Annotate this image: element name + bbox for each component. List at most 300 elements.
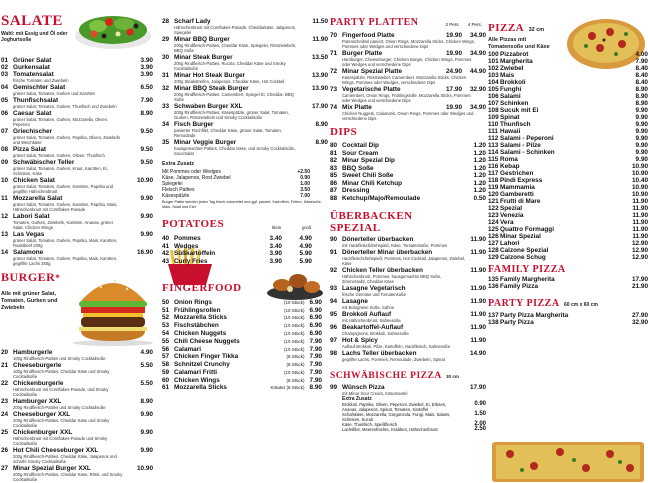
item-price: 10.90	[137, 465, 153, 472]
menu-item	[162, 322, 322, 329]
item-name: Sucuk mit Ei	[500, 107, 539, 115]
menu-item-row	[1, 213, 153, 220]
item-name: Chicken Wings	[174, 376, 220, 384]
item-name: Gurkensalat	[13, 64, 50, 71]
menu-item-row	[330, 311, 486, 318]
item-number: 59	[162, 368, 170, 376]
item-name: Hamburger XXL	[13, 398, 62, 405]
item-name: Caesar Salat	[13, 110, 52, 117]
item-description: frische Gemüse und Tomatensoße	[342, 291, 406, 297]
menu-item	[488, 100, 648, 107]
item-name: Minar Spezial Platte	[342, 68, 403, 75]
menu-item-row	[488, 163, 648, 170]
item-name: Frühlingsrollen	[174, 306, 221, 314]
menu-item-row	[488, 114, 648, 121]
item-number: 58	[162, 361, 170, 369]
menu-item-row	[488, 86, 648, 93]
item-description: gegrillte Lachs, Pommes, Remoulade, Zwiebeln, Spinat	[342, 356, 445, 362]
item-price: 1.20	[473, 164, 486, 172]
item-quantity: (8 Stück)	[286, 377, 305, 383]
menu-item-row	[488, 254, 648, 261]
item-price: 13.90	[312, 85, 328, 92]
menu-item	[162, 338, 322, 345]
menu-item	[488, 254, 648, 261]
menu-item-row	[162, 18, 328, 25]
item-price: 7.90	[309, 353, 322, 361]
menu-item	[330, 86, 486, 103]
item-price: 10.90	[137, 177, 153, 184]
item-quantity: (8 Stück)	[286, 354, 305, 360]
menu-item	[488, 191, 648, 198]
partypizza-size: 60 cm x 60 cm	[564, 302, 598, 309]
item-price: 8.90	[309, 384, 322, 392]
menu-item-row	[1, 110, 153, 117]
item-quantity: (10 Stück)	[284, 307, 305, 313]
pizza-extra-price: 0.90	[474, 400, 486, 407]
item-price: 6.90	[309, 329, 322, 337]
menu-item	[488, 283, 648, 290]
item-price: 9.90	[140, 447, 153, 454]
item-number: 119	[488, 184, 499, 192]
item-price-2pers: 19.90	[446, 104, 462, 111]
item-price: 7.90	[309, 361, 322, 369]
burger-list	[1, 349, 153, 482]
item-number: 04	[1, 84, 9, 91]
menu-item	[330, 267, 486, 284]
item-price: 9.90	[635, 142, 648, 150]
item-quantity: (10 Stück)	[284, 330, 305, 336]
menu-item-row	[1, 195, 153, 202]
item-number: 14	[1, 249, 9, 256]
menu-item-row	[330, 32, 486, 39]
item-description: 200g Rindfleisch-Patties und Smoky Cocktailsoße	[13, 405, 106, 410]
item-number: 08	[1, 146, 9, 153]
item-price: 8.90	[140, 398, 153, 405]
item-number: 09	[1, 159, 9, 166]
item-name: Margherita	[500, 58, 533, 66]
item-name: Mozzarella Sticks	[174, 384, 227, 392]
item-quantity: (10 Stück)	[284, 369, 305, 375]
item-price: 6.50	[140, 84, 153, 91]
item-description: Hähnchenbrust mit Cornflakes-Panade und Smoky Cocktailsoße	[13, 436, 108, 446]
item-name: Griechischer	[13, 128, 53, 135]
item-name: Brokkoli	[500, 79, 526, 87]
menu-item-row	[330, 165, 486, 172]
item-price: 9.90	[635, 114, 648, 122]
item-name: Fisch Burger	[174, 121, 214, 128]
item-number: 111	[488, 128, 498, 136]
menu-item-row	[488, 142, 648, 149]
menu-item-row	[488, 107, 648, 114]
menu-item	[488, 247, 648, 254]
party-col-2pers: 2 Pers.	[445, 22, 460, 27]
menu-item	[488, 226, 648, 233]
item-name: Dönerteller Minar überbacken	[342, 248, 433, 256]
item-number: 121	[488, 198, 499, 206]
menu-item-row	[488, 135, 648, 142]
item-name: Party Pizza	[500, 319, 534, 327]
item-price: 11.90	[470, 310, 486, 318]
menu-item-row	[1, 159, 153, 166]
menu-item	[1, 159, 153, 176]
item-number: 26	[1, 447, 9, 454]
item-price: 6.90	[309, 298, 322, 306]
item-name: Ketchup/Majo/Remoulade	[342, 194, 421, 202]
item-price: 27.90	[632, 312, 648, 320]
item-price: 11.50	[312, 18, 328, 25]
item-name: Chicken Salat	[13, 177, 55, 184]
item-number: 70	[330, 32, 338, 39]
item-price: 9.90	[635, 121, 648, 129]
item-quantity: (8 Stück)	[286, 362, 305, 368]
item-description: grüner Salat, Tomaten, Gurken und Karotten	[13, 91, 96, 96]
menu-item-row	[162, 353, 322, 360]
item-price: 3.90	[140, 57, 153, 64]
menu-item-row	[488, 93, 648, 100]
menu-item	[488, 58, 648, 65]
item-price: 12.90	[632, 254, 648, 262]
burger-title-text: BURGER	[1, 270, 56, 284]
item-number: 94	[330, 297, 338, 305]
menu-item	[162, 243, 312, 250]
item-number: 72	[330, 68, 338, 75]
item-quantity: (10 Stück)	[284, 299, 305, 305]
item-name: Minar Spezial	[500, 233, 541, 241]
party-title: PARTY PLATTEN	[330, 17, 419, 28]
menu-item-row	[330, 249, 486, 256]
item-description: mit Hähnchenbrust, Sahnesoße	[342, 317, 401, 323]
pizza-extra-row	[342, 402, 486, 412]
item-price: 8.90	[315, 121, 328, 128]
menu-item	[1, 84, 153, 96]
item-number: 101	[488, 58, 499, 66]
menu-item-row	[1, 97, 153, 104]
item-quantity: (10 Stück)	[284, 338, 305, 344]
menu-item-row	[162, 103, 328, 110]
item-price: 10.40	[632, 177, 648, 185]
item-price: 14.90	[470, 349, 486, 357]
item-name: Wünsch Pizza	[342, 383, 385, 391]
item-name: Lasagne	[342, 297, 368, 305]
burger2-list	[162, 18, 328, 156]
menu-item	[162, 299, 322, 306]
item-number: 83	[330, 164, 338, 172]
menu-item-row	[1, 398, 153, 405]
item-name: Mix Platte	[342, 104, 372, 111]
item-name: Zwiebel	[500, 65, 524, 73]
item-name: Cheeseburgerle	[13, 362, 62, 369]
item-description: Tomaten, Gurken, Zwiebeln, Karotten, Ananas, grüner Salat, Chicken Wings	[13, 220, 114, 230]
item-number: 20	[1, 349, 9, 356]
item-price: 8.90	[635, 86, 648, 94]
menu-item	[488, 276, 648, 283]
menu-item-row	[162, 72, 328, 79]
menu-item-row	[330, 68, 486, 75]
item-description: 200g Rindfleisch-Patties, Cheddar Käse, Jalapenos und scharfe Smoky Cocktailsoße	[13, 454, 117, 464]
extras-price: 1.00	[300, 181, 310, 188]
item-price: 8.40	[635, 79, 648, 87]
menu-item-row	[488, 121, 648, 128]
item-number: 117	[488, 170, 499, 178]
menu-item-row	[330, 142, 486, 149]
item-price: 8.90	[635, 93, 648, 101]
schwaebische-size: 30 cm	[446, 373, 459, 379]
item-name: Quattro Formaggi	[500, 226, 554, 234]
pizza-extra-price: 2.50	[474, 425, 486, 432]
item-price: 9.50	[140, 128, 153, 135]
item-description: 200g Rindfleisch-Patties, Cheddar Käse und Smoky Cocktailsoße	[13, 418, 110, 428]
menu-item	[330, 337, 486, 349]
item-number: 128	[488, 247, 499, 255]
item-price: 8.40	[635, 72, 648, 80]
item-number: 85	[330, 172, 338, 179]
item-number: 138	[488, 319, 499, 327]
item-price: 6.90	[309, 314, 322, 322]
item-number: 98	[330, 349, 338, 357]
menu-item-row	[1, 362, 153, 369]
item-name: Calamari	[174, 345, 201, 353]
item-price-large: 4.90	[299, 235, 312, 243]
menu-item	[1, 411, 153, 428]
menu-item-row	[1, 429, 153, 436]
menu-item-row	[1, 411, 153, 418]
menu-item-row	[330, 285, 486, 292]
menu-item-row	[162, 258, 312, 265]
item-description: 200g Steakstreifen, Jalapenos, Cheddar Käse, Hot Cocktail	[174, 79, 285, 84]
item-number: 50	[162, 298, 170, 306]
item-description: grüner Salat, Tomaten, Gurken, Karotten, Paprika, Mais, Hähnchenbrust mit Cornflakes-Panade	[13, 202, 118, 212]
item-price-2pers: 17.90	[446, 86, 462, 93]
item-name: Dressing	[342, 187, 370, 194]
menu-item	[330, 249, 486, 266]
menu-item	[488, 121, 648, 128]
item-description: mit Minar Sour Cream, Käsemantel	[342, 390, 408, 396]
item-name: Gestrichen	[500, 170, 534, 178]
menu-item	[1, 249, 153, 266]
item-name: Minar Chili Ketchup	[342, 179, 403, 187]
potatoes-header	[162, 215, 328, 235]
menu-item-row	[488, 149, 648, 156]
item-price: 11.90	[470, 248, 486, 256]
item-price: 4.90	[140, 349, 153, 356]
menu-item-row	[488, 65, 648, 72]
item-number: 13	[1, 231, 9, 238]
menu-item	[162, 369, 322, 376]
menu-item-row	[330, 172, 486, 179]
item-name: BBQ Soße	[342, 164, 374, 172]
item-name: Salamone	[13, 249, 44, 256]
item-price: 10.90	[632, 191, 648, 199]
pizza-extra-price: 2.00	[474, 420, 486, 427]
item-number: 91	[330, 248, 338, 256]
item-number: 34	[162, 121, 170, 128]
schwaebische-title: SCHWÄBISCHE PIZZA	[330, 370, 442, 381]
menu-item-row	[162, 250, 312, 257]
item-name: Spezial	[500, 205, 523, 213]
item-description: Hamburger, Cheeseburger, Chicken Burger, Chicken Wings, Pommes oder Wedges und verschiedene Dips	[342, 57, 472, 67]
item-price: 1.20	[473, 149, 486, 157]
pizza-subtitle: Alle Pizzas mit Tomatensoße und Käse	[488, 37, 550, 50]
schwaebische-list	[330, 384, 486, 396]
menu-item	[488, 205, 648, 212]
potatoes-list	[162, 235, 312, 265]
item-number: 113	[488, 142, 499, 150]
item-name: Salami	[500, 93, 521, 101]
item-number: 74	[330, 104, 338, 111]
item-price: 5.50	[140, 362, 153, 369]
item-number: 03	[1, 71, 9, 78]
item-description: mit Hackfleischdrehspieß, Käse, Tomatensoße, Pommes	[342, 242, 448, 248]
menu-item-row	[488, 205, 648, 212]
menu-item-row	[488, 58, 648, 65]
item-number: 80	[330, 142, 338, 149]
item-number: 126	[488, 233, 499, 241]
item-price: 7.90	[140, 97, 153, 104]
item-price: 11.90	[470, 284, 486, 292]
item-price: 17.90	[312, 103, 328, 110]
menu-item-row	[330, 236, 486, 243]
menu-item	[330, 150, 486, 157]
menu-item-row	[162, 330, 322, 337]
dips-list	[330, 142, 486, 202]
partypizza-header	[488, 293, 648, 311]
menu-item-row	[1, 249, 153, 256]
item-price: 6.90	[309, 306, 322, 314]
item-price-large: 5.90	[299, 250, 312, 258]
fingerfood-image	[266, 267, 324, 301]
party-col-4pers: 4 Pers.	[467, 22, 482, 27]
menu-item	[488, 135, 648, 142]
item-number: 21	[1, 362, 9, 369]
item-name: Chicken Nuggets	[174, 329, 227, 337]
item-name: Thunfischsalat	[13, 97, 59, 104]
item-description: Hähnchenbrust, Pommes, hausgemachte BBQ Soße, Zimmersaltz, Cheddar Käse	[342, 273, 442, 284]
menu-item-row	[1, 128, 153, 135]
item-number: 10	[1, 177, 9, 184]
item-name: Mozzarella Sticks	[174, 314, 227, 322]
partypizza-title: PARTY PIZZA	[488, 298, 560, 310]
item-number: 122	[488, 205, 499, 213]
item-name: Hamburgerle	[13, 349, 53, 356]
item-name: Pizzabrot	[500, 51, 529, 59]
item-description: mit Bolognese Soße, Sahne	[342, 304, 395, 310]
menu-item-row	[162, 139, 328, 146]
item-number: 60	[162, 376, 170, 384]
menu-item-row	[1, 380, 153, 387]
menu-item	[488, 79, 648, 86]
menu-item	[488, 142, 648, 149]
menu-item	[1, 146, 153, 158]
menu-item	[162, 330, 322, 337]
item-number: 114	[488, 149, 499, 157]
menu-item	[488, 163, 648, 170]
pizza-size: 32 cm	[528, 27, 545, 33]
item-name: Chickenburger XXL	[13, 429, 73, 436]
menu-item	[162, 307, 322, 314]
item-name: Gemischter Salat	[13, 84, 66, 91]
fingerfood-header	[162, 273, 328, 299]
item-number: 33	[162, 103, 170, 110]
item-number: 27	[1, 465, 9, 472]
menu-item	[488, 107, 648, 114]
menu-item	[488, 149, 648, 156]
item-name: Mais	[500, 72, 515, 80]
item-description: 100g Rindfleisch-Patties und Smoky Cocktailsoße	[13, 356, 106, 361]
menu-item-row	[162, 314, 322, 321]
menu-item	[330, 68, 486, 85]
item-price: 9.50	[140, 159, 153, 166]
salate-subtitle: Wahl: mit Essig und Öl oder Joghurtsoße	[1, 31, 68, 43]
item-number: 115	[488, 156, 499, 164]
item-number: 112	[488, 135, 499, 143]
party-list	[330, 32, 486, 121]
item-description: grüner Salat, Tomaten, Gurken, Oliven, Thunfisch	[13, 153, 105, 158]
fingerfood-list	[162, 299, 322, 392]
item-price: 9.90	[635, 156, 648, 164]
item-number: 105	[488, 86, 499, 94]
dips-title: DIPS	[330, 126, 358, 138]
item-price: 1.20	[473, 179, 486, 187]
item-number: 96	[330, 323, 338, 331]
menu-item-row	[162, 54, 328, 61]
menu-item-row	[488, 219, 648, 226]
item-name: Roma	[500, 156, 518, 164]
salate-title: SALATE	[1, 13, 63, 29]
item-description: Chicken Nuggets, Calamaris, Onion Rings, Pommes oder Wedges und verschiedene Dips	[342, 111, 474, 121]
item-price: 8.90	[635, 100, 648, 108]
menu-item	[330, 384, 486, 396]
item-description: grüner Salat, Tomaten, Gurken, Paprika, Mais, Karotten, gegrillte Lachs 250g	[13, 256, 118, 266]
menu-item	[1, 349, 153, 361]
menu-item	[162, 353, 322, 360]
salate-list	[1, 57, 153, 266]
item-name: Chickenburgerle	[13, 380, 64, 387]
item-price: 8.90	[140, 110, 153, 117]
menu-item-row	[488, 170, 648, 177]
menu-item	[162, 258, 312, 265]
menu-item	[488, 114, 648, 121]
item-name: Minar Hot Steak Burger	[174, 72, 246, 79]
menu-item	[330, 157, 486, 164]
item-quantity: Kräuter (8 Stück)	[270, 385, 305, 391]
item-number: 136	[488, 283, 499, 291]
item-description: 200g Rindfleisch-Patties, Käsespätzle, grüner Salat, Tomaten, Gurken, Röstzwiebeln und Smoky Cocktailsoße	[174, 110, 289, 120]
extras-label: Spiegelei	[162, 181, 183, 188]
item-name: Süßkartoffeln	[174, 250, 216, 258]
item-number: 40	[162, 235, 170, 243]
item-number: 129	[488, 254, 499, 262]
partypizza-list	[488, 312, 648, 326]
menu-item-row	[330, 337, 486, 344]
item-number: 90	[330, 235, 338, 243]
menu-item	[162, 85, 328, 102]
menu-item	[330, 142, 486, 149]
item-price: 11.90	[632, 219, 648, 227]
item-price: 9.50	[140, 146, 153, 153]
item-price: 10.90	[632, 184, 648, 192]
menu-item-row	[1, 71, 153, 78]
menu-item-row	[1, 447, 153, 454]
item-description: 100g Rindfleisch-Patties, Cheddar Käse und Smoky Cocktailsoße	[13, 369, 110, 379]
menu-item-row	[1, 465, 153, 472]
item-price: 12.90	[632, 240, 648, 248]
menu-item-row	[162, 377, 322, 384]
item-name: Beakartoffel-Auflauf	[342, 323, 404, 331]
item-number: 56	[162, 345, 170, 353]
menu-item-row	[1, 57, 153, 64]
item-name: Minar BBQ Steak Burger	[174, 85, 249, 92]
pizza-list	[488, 51, 648, 261]
